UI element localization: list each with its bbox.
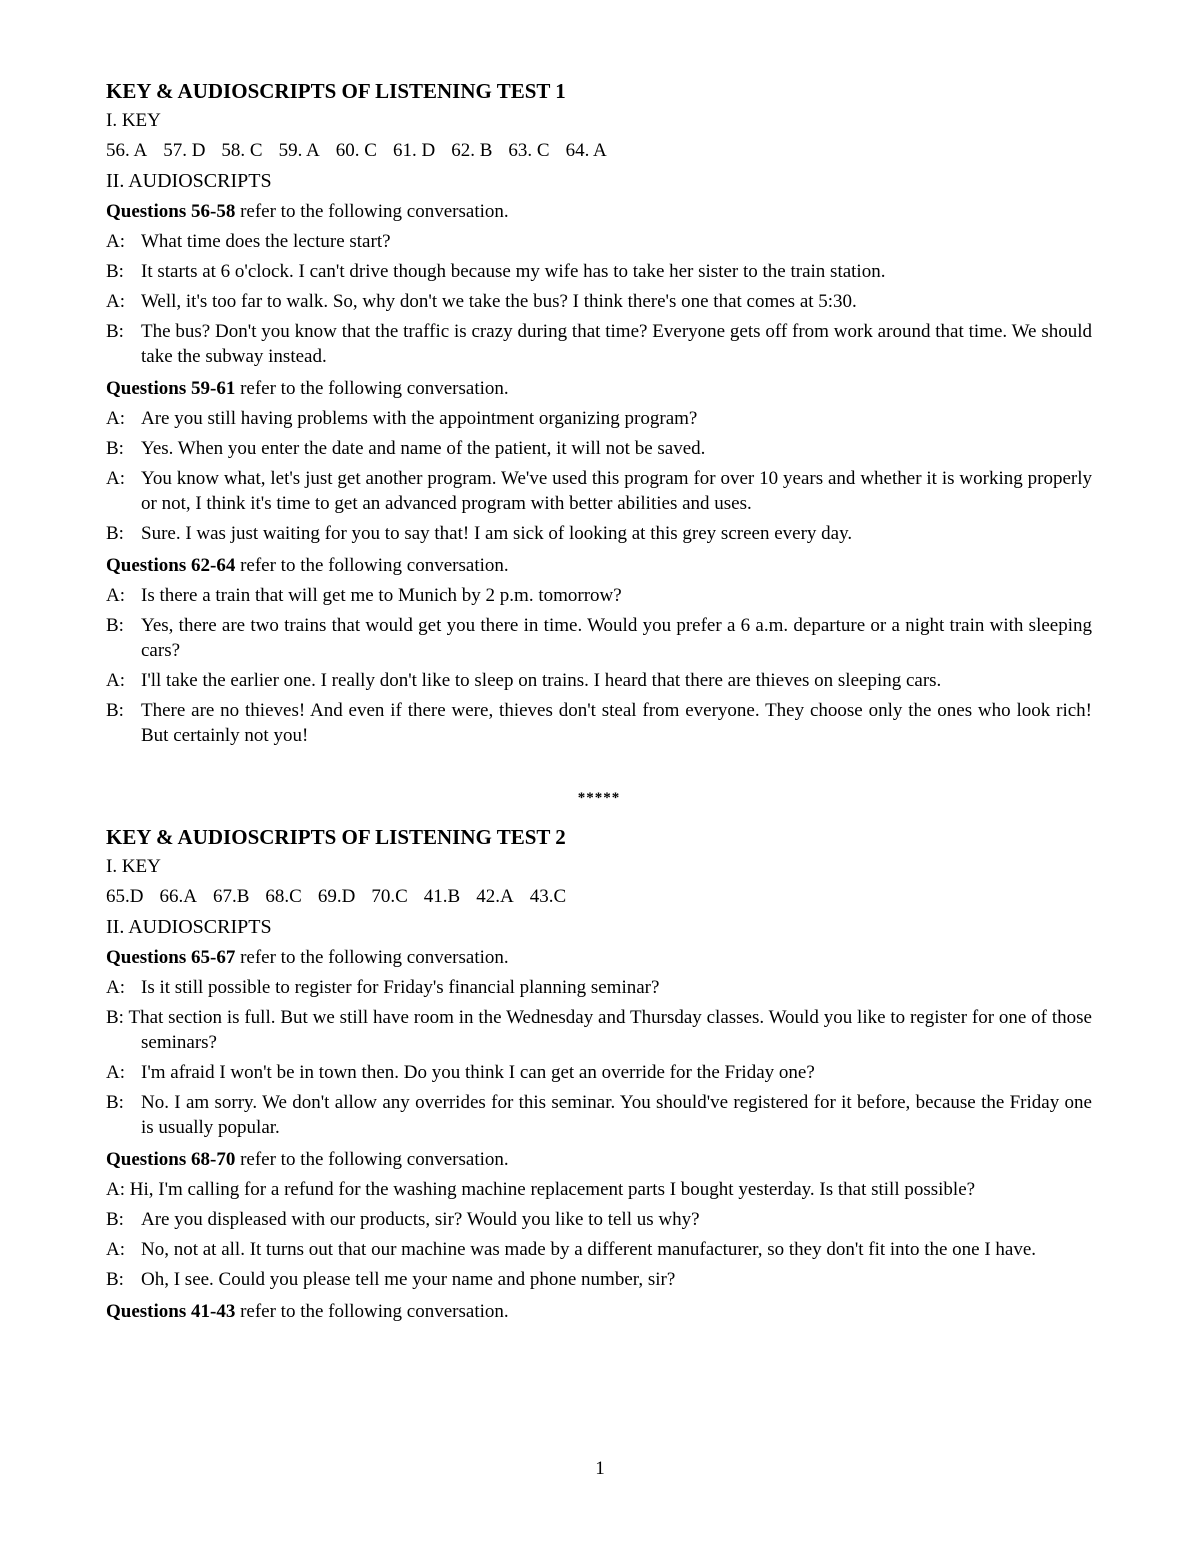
question-instruction: refer to the following conversation. xyxy=(235,1149,509,1170)
dialogue-content: Hi, I'm calling for a refund for the washing machine replacement parts I bought yesterday. Is that still possible? xyxy=(129,1179,976,1200)
answer-item: 56. A xyxy=(106,140,148,161)
dialogue-text: Sure. I was just waiting for you to say that! I am sick of looking at this grey screen every day. xyxy=(141,523,853,544)
question-range: Questions 59-61 xyxy=(106,378,236,399)
speaker-label: B: xyxy=(106,438,124,459)
test2-answer-key xyxy=(106,882,1092,912)
dialogue-text: The bus? Don't you know that the traffic is crazy during that time? Everyone gets off from work around that time. We should take the subway instead. xyxy=(141,321,1092,367)
answer-item: 57. D xyxy=(163,140,206,161)
question-instruction: refer to the following conversation. xyxy=(235,555,509,576)
dialogue-line xyxy=(106,1237,1092,1262)
dialogue-text: Are you still having problems with the appointment organizing program? xyxy=(141,408,698,429)
answer-item: 69.D xyxy=(317,886,356,907)
dialogue-line xyxy=(106,406,1092,431)
dialogue-text: Are you displeased with our products, sir? Would you like to tell us why? xyxy=(141,1209,700,1230)
section-separator: ***** xyxy=(577,790,621,806)
question-group-heading xyxy=(106,943,1092,973)
dialogue-line xyxy=(106,1267,1092,1292)
answer-item: 63. C xyxy=(508,140,550,161)
dialogue-line xyxy=(106,466,1092,516)
answer-item: 61. D xyxy=(392,140,436,161)
speaker-label: A: xyxy=(106,1239,125,1260)
dialogue-text: I'm afraid I won't be in town then. Do you think I can get an override for the Friday one? xyxy=(141,1062,815,1083)
test2-key-heading: I. KEY xyxy=(106,856,161,877)
answer-item: 65.D xyxy=(106,886,144,907)
test1-audioscripts-heading: II. AUDIOSCRIPTS xyxy=(106,170,272,192)
dialogue-line xyxy=(106,319,1092,369)
dialogue-content: That section is full. But we still have room in the Wednesday and Thursday classes. Would you like to register for one of those seminars? xyxy=(128,1007,1092,1053)
dialogue-text: Oh, I see. Could you please tell me your name and phone number, sir? xyxy=(141,1269,676,1290)
answer-item: 42.A xyxy=(476,886,514,907)
dialogue-text: No. I am sorry. We don't allow any overrides for this seminar. You should've registered for it before, because the Friday one is usually popular. xyxy=(141,1092,1092,1138)
test1-answer-key xyxy=(106,136,1092,166)
dialogue-line xyxy=(106,1060,1092,1085)
speaker-label: A: xyxy=(106,468,125,489)
speaker-label: A: xyxy=(106,670,125,691)
dialogue-line xyxy=(106,229,1092,254)
answer-item: 41.B xyxy=(423,886,461,907)
document-page xyxy=(106,76,1092,1327)
dialogue-text: Is it still possible to register for Friday's financial planning seminar? xyxy=(141,977,660,998)
dialogue-line xyxy=(106,521,1092,546)
test2-title: KEY & AUDIOSCRIPTS OF LISTENING TEST 2 xyxy=(106,825,566,849)
speaker-label: A: xyxy=(106,977,125,998)
speaker-label: A: xyxy=(106,1179,125,1200)
question-range: Questions 68-70 xyxy=(106,1149,236,1170)
answer-item: 62. B xyxy=(451,140,493,161)
dialogue-text: No, not at all. It turns out that our machine was made by a different manufacturer, so they don't fit into the one I have. xyxy=(141,1239,1037,1260)
question-instruction: refer to the following conversation. xyxy=(235,947,509,968)
answer-item: 68.C xyxy=(265,886,302,907)
speaker-label: B: xyxy=(106,261,124,282)
question-group-heading xyxy=(106,551,1092,581)
speaker-label: B: xyxy=(106,321,124,342)
question-instruction: refer to the following conversation. xyxy=(235,378,509,399)
dialogue-line xyxy=(106,583,1092,608)
dialogue-text xyxy=(106,1005,1092,1055)
question-range: Questions 62-64 xyxy=(106,555,236,576)
answer-item: 67.B xyxy=(212,886,250,907)
speaker-label: B: xyxy=(106,700,124,721)
speaker-label: B: xyxy=(106,523,124,544)
dialogue-text xyxy=(106,1177,1092,1202)
dialogue-line xyxy=(106,975,1092,1000)
dialogue-text: There are no thieves! And even if there were, thieves don't steal from everyone. They choose only the ones who look rich! But certainly not you! xyxy=(141,700,1092,746)
speaker-label: A: xyxy=(106,408,125,429)
dialogue-line xyxy=(106,1207,1092,1232)
dialogue-text: I'll take the earlier one. I really don't like to sleep on trains. I heard that there are thieves on sleeping cars. xyxy=(141,670,942,691)
question-range: Questions 56-58 xyxy=(106,201,236,222)
dialogue-text: What time does the lecture start? xyxy=(141,231,391,252)
test2-audioscripts-heading: II. AUDIOSCRIPTS xyxy=(106,916,272,938)
dialogue-text: Is there a train that will get me to Munich by 2 p.m. tomorrow? xyxy=(141,585,622,606)
test1-conversations xyxy=(106,197,1092,748)
test1-key-heading: I. KEY xyxy=(106,110,161,131)
answer-item: 60. C xyxy=(335,140,377,161)
dialogue-text: You know what, let's just get another program. We've used this program for over 10 years and whether it is working properly or not, I think it's time to get an advanced program with better abilities and uses. xyxy=(141,468,1092,514)
speaker-label: A: xyxy=(106,1062,125,1083)
dialogue-text: It starts at 6 o'clock. I can't drive though because my wife has to take her sister to the train station. xyxy=(141,261,886,282)
question-group-heading xyxy=(106,374,1092,404)
dialogue-line xyxy=(106,1177,1092,1202)
answer-item: 59. A xyxy=(278,140,320,161)
speaker-label: B: xyxy=(106,1007,124,1028)
dialogue-line xyxy=(106,613,1092,663)
speaker-label: A: xyxy=(106,231,125,252)
question-range: Questions 65-67 xyxy=(106,947,236,968)
answer-item: 70.C xyxy=(371,886,408,907)
question-group-heading xyxy=(106,197,1092,227)
dialogue-line xyxy=(106,289,1092,314)
answer-item: 58. C xyxy=(221,140,263,161)
speaker-label: A: xyxy=(106,585,125,606)
dialogue-line xyxy=(106,436,1092,461)
question-instruction: refer to the following conversation. xyxy=(235,201,509,222)
question-instruction: refer to the following conversation. xyxy=(235,1301,509,1322)
dialogue-text: Yes. When you enter the date and name of the patient, it will not be saved. xyxy=(141,438,706,459)
test2-conversations xyxy=(106,943,1092,1327)
dialogue-text: Well, it's too far to walk. So, why don't we take the bus? I think there's one that comes at 5:30. xyxy=(141,291,857,312)
question-range: Questions 41-43 xyxy=(106,1301,236,1322)
dialogue-line xyxy=(106,668,1092,693)
dialogue-line xyxy=(106,1090,1092,1140)
dialogue-line xyxy=(106,1005,1092,1055)
dialogue-line xyxy=(106,259,1092,284)
page-number: 1 xyxy=(595,1458,605,1479)
dialogue-text: Yes, there are two trains that would get you there in time. Would you prefer a 6 a.m. departure or a night train with sleeping cars? xyxy=(141,615,1092,661)
answer-item: 66.A xyxy=(159,886,197,907)
question-group-heading xyxy=(106,1145,1092,1175)
speaker-label: B: xyxy=(106,1269,124,1290)
answer-item: 43.C xyxy=(529,886,567,907)
question-group-heading xyxy=(106,1297,1092,1327)
test1-title: KEY & AUDIOSCRIPTS OF LISTENING TEST 1 xyxy=(106,79,566,103)
speaker-label: A: xyxy=(106,291,125,312)
speaker-label: B: xyxy=(106,615,124,636)
speaker-label: B: xyxy=(106,1209,124,1230)
speaker-label: B: xyxy=(106,1092,124,1113)
answer-item: 64. A xyxy=(565,140,607,161)
dialogue-line xyxy=(106,698,1092,748)
